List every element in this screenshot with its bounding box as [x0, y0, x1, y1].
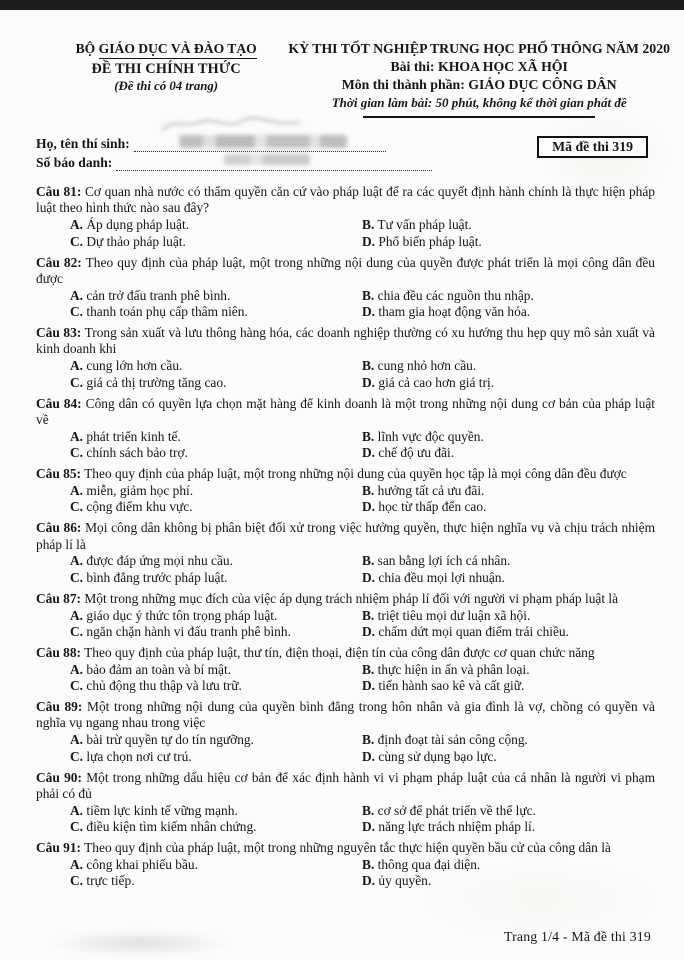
option-a [70, 288, 362, 304]
option-d [362, 445, 655, 461]
option-b [362, 358, 655, 374]
question-body: Cơ quan nhà nước có thẩm quyền căn cứ vào pháp luật để ra các quyết định hành chính là thực hiện pháp luật theo hình thức nào sau đây? [36, 184, 656, 216]
question-number: Câu 83: [36, 325, 82, 340]
options-grid [36, 217, 655, 250]
option-a [70, 803, 362, 819]
option-text: giá cả cao hơn giá trị. [378, 374, 495, 390]
option-letter: B. [362, 287, 375, 303]
option-d [362, 234, 655, 250]
option-c [70, 749, 362, 765]
exam-duration: Thời gian làm bài: 50 phút, không kể thời gian phát đề [331, 95, 627, 110]
question-text [36, 840, 655, 856]
option-a [70, 662, 362, 678]
question-text [36, 255, 655, 288]
option-d [362, 570, 655, 586]
option-text: cơ sở để phát triển về thể lực. [377, 802, 536, 818]
question-number: Câu 87: [36, 590, 82, 606]
option-text: thanh toán phụ cấp thâm niên. [86, 304, 248, 319]
option-text: chia đều các nguồn thu nhập. [377, 287, 534, 303]
option-text: giá cả thị trường tăng cao. [86, 374, 227, 390]
option-b [362, 662, 655, 678]
option-letter: A. [70, 287, 84, 303]
scan-top-bar [0, 0, 684, 10]
header-right-block [288, 41, 684, 118]
option-letter: D. [362, 819, 376, 835]
question-text [36, 325, 655, 358]
option-d [362, 819, 655, 835]
option-letter: D. [362, 374, 376, 390]
option-d [362, 304, 655, 320]
option-text: định đoạt tài sản công cộng. [377, 732, 528, 748]
page-footer: Trang 1/4 - Mã đề thi 319 [503, 929, 651, 944]
option-b [362, 217, 655, 233]
option-letter: D. [362, 748, 376, 764]
options-grid [36, 732, 655, 765]
option-letter: C. [70, 374, 84, 390]
option-a [70, 358, 362, 374]
option-letter: A. [70, 607, 84, 623]
question-number: Câu 82: [36, 254, 82, 270]
option-d [362, 499, 655, 515]
option-c [70, 570, 362, 586]
options-grid [36, 662, 655, 695]
option-text: cản trở đấu tranh phê bình. [86, 287, 231, 303]
option-text: cộng điểm khu vực. [86, 499, 193, 515]
option-d [362, 624, 655, 640]
option-b [362, 857, 655, 873]
option-b [362, 429, 655, 445]
option-d [362, 749, 655, 765]
option-b [362, 553, 655, 569]
question-text [36, 770, 655, 803]
ministry-title [44, 41, 288, 57]
redacted-id-blur [224, 154, 310, 165]
option-text: chế độ ưu đãi. [378, 445, 455, 460]
option-text: học từ thấp đến cao. [378, 499, 487, 515]
question-body: Công dân có quyền lựa chọn mặt hàng để kinh doanh là một trong những nội dung cơ bản của pháp luật về [36, 395, 655, 427]
option-letter: B. [362, 553, 375, 569]
header-left-block [44, 41, 288, 118]
option-c [70, 445, 362, 461]
candidate-id-label: Số báo danh: [36, 155, 113, 170]
exam-code-badge: Mã đề thi 319 [537, 136, 648, 158]
option-b [362, 803, 655, 819]
option-text: phát triển kinh tế. [86, 428, 181, 444]
question-number: Câu 91: [36, 840, 82, 856]
question-text [36, 699, 655, 732]
question-number: Câu 86: [36, 520, 82, 536]
question-text [36, 645, 655, 661]
question-body: Theo quy định của pháp luật, thư tín, điện thoại, điện tín của công dân được cơ quan chức năng [84, 644, 595, 660]
option-text: chính sách bảo trợ. [86, 445, 188, 460]
option-letter: C. [70, 233, 84, 249]
exam-battery: Bài thi: KHOA HỌC XÃ HỘI [390, 59, 568, 74]
question-number: Câu 88: [36, 644, 82, 660]
option-text: san bằng lợi ích cá nhân. [377, 553, 511, 569]
option-letter: A. [70, 482, 84, 498]
page-count-note: (Đề thi có 04 trang) [114, 79, 219, 93]
option-c [70, 624, 362, 640]
option-text: cung nhỏ hơn cầu. [377, 358, 477, 374]
question-text [36, 184, 655, 217]
option-text: miễn, giảm học phí. [86, 482, 194, 498]
option-letter: D. [362, 445, 376, 460]
option-letter: B. [362, 358, 375, 374]
option-letter: B. [362, 607, 375, 623]
option-b [362, 732, 655, 748]
option-text: lựa chọn nơi cư trú. [86, 748, 192, 764]
option-letter: A. [70, 661, 84, 677]
option-letter: C. [70, 499, 84, 515]
question-number: Câu 89: [36, 699, 83, 715]
option-a [70, 608, 362, 624]
options-grid [36, 608, 655, 641]
option-text: lĩnh vực độc quyền. [377, 428, 484, 444]
option-text: Tư vấn pháp luật. [377, 217, 472, 233]
option-text: Áp dụng pháp luật. [86, 217, 190, 233]
option-a [70, 553, 362, 569]
question-body: Theo quy định của pháp luật, một trong những nội dung của quyền học tập là mọi công dân đều được [84, 466, 627, 481]
option-text: thực hiện in ấn và phân loại. [377, 661, 530, 677]
option-letter: A. [70, 217, 84, 233]
option-text: triệt tiêu mọi dư luận xã hội. [377, 607, 531, 623]
options-grid [36, 803, 655, 836]
question-body: Một trong những nội dung của quyền bình đẳng trong hôn nhân và gia đình là vợ, chồng có quyền và nghĩa vụ ngang nhau trong việc [36, 699, 655, 731]
exam-header [0, 41, 684, 118]
options-grid [36, 857, 655, 890]
option-letter: A. [70, 856, 84, 872]
option-a [70, 732, 362, 748]
option-a [70, 857, 362, 873]
option-text: giáo dục ý thức tôn trọng pháp luật. [86, 607, 278, 623]
option-letter: C. [70, 304, 84, 319]
question-item [36, 520, 655, 586]
option-letter: C. [70, 873, 84, 889]
option-letter: D. [362, 678, 376, 694]
option-text: bình đẳng trước pháp luật. [86, 569, 228, 585]
question-number: Câu 81: [36, 184, 82, 199]
option-letter: A. [70, 732, 84, 748]
question-item [36, 699, 655, 765]
option-letter: B. [362, 732, 375, 748]
options-grid [36, 288, 655, 321]
option-text: bảo đảm an toàn và bí mật. [86, 661, 232, 677]
ministry-name: GIÁO DỤC VÀ ĐÀO TẠO [99, 41, 257, 59]
option-b [362, 288, 655, 304]
option-text: chủ động thu thập và lưu trữ. [86, 678, 242, 694]
question-item [36, 255, 655, 321]
option-text: Dự thảo pháp luật. [86, 233, 186, 249]
option-letter: B. [362, 661, 375, 677]
option-letter: C. [70, 678, 84, 694]
question-item [36, 396, 655, 462]
question-body: Theo quy định của pháp luật, một trong những nội dung của quyền được phát triển là mọi công dân đều được [36, 254, 656, 286]
option-b [362, 608, 655, 624]
option-letter: B. [362, 482, 375, 498]
option-text: trực tiếp. [86, 873, 135, 889]
option-c [70, 234, 362, 250]
option-text: chấm dứt mọi quan điểm trái chiều. [378, 623, 569, 639]
option-letter: D. [362, 233, 376, 249]
options-grid [36, 358, 655, 391]
option-a [70, 217, 362, 233]
option-letter: A. [70, 802, 84, 818]
option-text: tiềm lực kinh tế vững mạnh. [86, 802, 238, 818]
official-exam-label: ĐỀ THI CHÍNH THỨC [91, 61, 241, 77]
option-c [70, 375, 362, 391]
option-letter: D. [362, 569, 376, 585]
options-grid [36, 429, 655, 462]
option-d [362, 678, 655, 694]
question-item [36, 184, 655, 250]
question-item [36, 645, 655, 695]
option-letter: A. [70, 358, 84, 374]
option-letter: C. [70, 569, 84, 585]
option-text: chia đều mọi lợi nhuận. [378, 569, 505, 585]
question-number: Câu 90: [36, 769, 82, 785]
option-letter: B. [362, 428, 375, 444]
questions [36, 184, 655, 890]
question-item [36, 840, 655, 890]
option-letter: D. [362, 623, 376, 639]
question-body: Theo quy định của pháp luật, một trong những nguyên tắc thực hiện quyền bầu cử của công dân là [84, 840, 611, 856]
question-item [36, 325, 655, 391]
option-text: được đáp ứng mọi nhu cầu. [86, 553, 233, 569]
question-number: Câu 85: [36, 466, 82, 481]
question-item [36, 591, 655, 641]
option-c [70, 304, 362, 320]
exam-subject: Môn thi thành phần: GIÁO DỤC CÔNG DÂN [341, 77, 617, 92]
option-text: bài trừ quyền tự do tín ngưỡng. [86, 732, 254, 748]
question-text [36, 466, 655, 482]
option-letter: C. [70, 819, 84, 835]
option-text: Phổ biến pháp luật. [378, 233, 482, 249]
question-item [36, 466, 655, 516]
option-c [70, 873, 362, 889]
scan-artifact [50, 930, 230, 956]
option-letter: D. [362, 499, 376, 515]
option-text: ngăn chặn hành vi đấu tranh phê bình. [86, 623, 291, 639]
option-c [70, 678, 362, 694]
option-text: tiến hành sao kê và cất giữ. [378, 678, 525, 694]
question-body: Trong sản xuất và lưu thông hàng hóa, các doanh nghiệp thường có xu hướng thu hẹp quy mô sản xuất và kinh doanh khi [36, 325, 655, 357]
option-letter: A. [70, 428, 84, 444]
option-text: cùng sử dụng bạo lực. [378, 748, 497, 764]
option-a [70, 483, 362, 499]
option-d [362, 375, 655, 391]
option-letter: A. [70, 553, 84, 569]
option-text: tham gia hoạt động văn hóa. [378, 304, 531, 319]
option-text: năng lực trách nhiệm pháp lí. [378, 819, 536, 835]
question-text [36, 591, 655, 607]
option-letter: B. [362, 217, 375, 233]
option-d [362, 873, 655, 889]
handwriting-smudge [156, 116, 306, 132]
option-text: công khai phiếu bầu. [86, 856, 198, 872]
option-b [362, 483, 655, 499]
option-c [70, 819, 362, 835]
option-text: cung lớn hơn cầu. [86, 358, 183, 374]
ministry-prefix: BỘ [75, 41, 96, 56]
candidate-name-label: Họ, tên thí sinh: [36, 136, 130, 151]
question-body: Mọi công dân không bị phân biệt đối xử trong việc hưởng quyền, thực hiện nghĩa vụ và chịu trách nhiệm pháp lí là [36, 520, 655, 552]
option-c [70, 499, 362, 515]
exam-title: KỲ THI TỐT NGHIỆP TRUNG HỌC PHỔ THÔNG NĂM 2020 [288, 41, 670, 56]
question-text [36, 520, 655, 553]
option-letter: B. [362, 802, 375, 818]
option-text: ủy quyền. [378, 873, 432, 889]
redacted-name-blur [179, 135, 347, 148]
option-letter: C. [70, 445, 84, 460]
header-divider-line [363, 116, 595, 118]
option-letter: D. [362, 304, 376, 319]
option-text: điều kiện tìm kiếm nhân chứng. [86, 819, 257, 835]
question-body: Một trong những dấu hiệu cơ bản để xác định hành vi vi phạm pháp luật của cá nhân là người vi phạm phải có đủ [36, 769, 656, 801]
option-letter: D. [362, 873, 376, 889]
option-text: thông qua đại diện. [377, 856, 481, 872]
option-text: hưởng tất cả ưu đãi. [377, 482, 485, 498]
question-number: Câu 84: [36, 395, 82, 411]
options-grid [36, 483, 655, 516]
question-body: Một trong những mục đích của việc áp dụng trách nhiệm pháp lí đối với người vi phạm pháp luật là [84, 590, 619, 606]
question-item [36, 770, 655, 836]
option-letter: C. [70, 748, 84, 764]
option-letter: B. [362, 856, 375, 872]
options-grid [36, 553, 655, 586]
option-a [70, 429, 362, 445]
option-letter: C. [70, 623, 84, 639]
question-text [36, 396, 655, 429]
candidate-section [36, 133, 654, 175]
